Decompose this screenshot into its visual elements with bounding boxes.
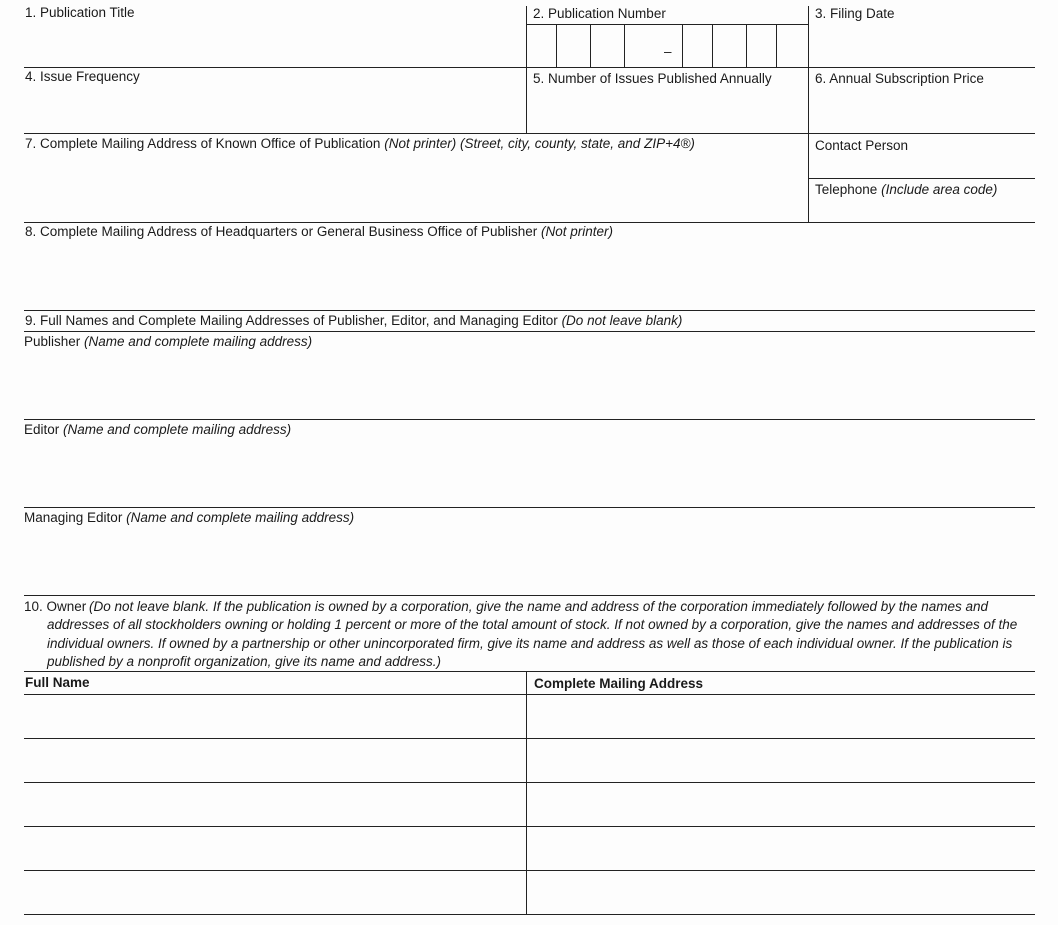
- owner-label: 10. Owner: [24, 599, 87, 614]
- owner-address-cell[interactable]: [528, 740, 1035, 781]
- table-row-rule: [24, 826, 1035, 827]
- managing-editor-note: (Name and complete mailing address): [126, 510, 355, 525]
- rule-managing-editor: [24, 595, 1035, 596]
- names-addresses-title: 9. Full Names and Complete Mailing Addresses of Publisher, Editor, and Managing Editor: [25, 313, 558, 328]
- headquarters-address-label: [25, 224, 613, 239]
- telephone-field[interactable]: [810, 200, 1035, 221]
- owner-address-cell[interactable]: [528, 872, 1035, 913]
- owner-full-name-cell[interactable]: [24, 828, 524, 869]
- publisher-label: [24, 334, 312, 349]
- publication-number-field[interactable]: [527, 25, 807, 67]
- rule-row-2: [24, 133, 1035, 134]
- rule-row-3: [24, 222, 1035, 223]
- headquarters-address-note: (Not printer): [541, 224, 614, 239]
- publication-title-field[interactable]: [24, 24, 524, 66]
- filing-date-label: 3. Filing Date: [815, 6, 895, 21]
- subscription-price-label: 6. Annual Subscription Price: [815, 71, 984, 86]
- names-addresses-note: (Do not leave blank): [561, 313, 683, 328]
- owner-address-cell[interactable]: [528, 828, 1035, 869]
- rule-row-4: [24, 310, 1035, 311]
- editor-field[interactable]: [24, 442, 1035, 506]
- managing-editor-field[interactable]: [24, 530, 1035, 594]
- publication-number-label: 2. Publication Number: [533, 6, 666, 21]
- mailing-address-header: Complete Mailing Address: [534, 676, 704, 691]
- headquarters-address-field[interactable]: [24, 244, 1035, 309]
- rule-row-1: [24, 67, 1035, 68]
- headquarters-address-title: 8. Complete Mailing Address of Headquarters or General Business Office of Publisher: [25, 224, 538, 239]
- table-header-rule: [24, 694, 1035, 695]
- publication-title-label: 1. Publication Title: [25, 5, 135, 20]
- issue-frequency-field[interactable]: [24, 88, 524, 132]
- publisher-title: Publisher: [24, 334, 81, 349]
- office-address-title: 7. Complete Mailing Address of Known Office of Publication: [25, 136, 381, 151]
- filing-date-field[interactable]: [810, 24, 1035, 66]
- contact-person-label: Contact Person: [815, 138, 909, 153]
- table-row-rule: [24, 870, 1035, 871]
- telephone-note: (Include area code): [881, 182, 998, 197]
- subscription-price-field[interactable]: [810, 90, 1035, 132]
- names-addresses-label: [25, 313, 682, 328]
- table-row-rule: [24, 782, 1035, 783]
- editor-note: (Name and complete mailing address): [63, 422, 292, 437]
- table-row-rule: [24, 914, 1035, 915]
- publication-number-dash: –: [664, 44, 672, 59]
- rule-publisher: [24, 419, 1035, 420]
- editor-label: [24, 422, 291, 437]
- divider-col-3: [808, 6, 809, 222]
- managing-editor-title: Managing Editor: [24, 510, 123, 525]
- rule-editor: [24, 507, 1035, 508]
- editor-title: Editor: [24, 422, 60, 437]
- issues-annually-field[interactable]: [527, 90, 807, 132]
- full-name-header: Full Name: [25, 675, 90, 690]
- owner-address-cell[interactable]: [528, 784, 1035, 825]
- issues-annually-label: 5. Number of Issues Published Annually: [533, 71, 772, 86]
- publisher-note: (Name and complete mailing address): [84, 334, 313, 349]
- office-address-note: (Not printer) (Street, city, county, state, and ZIP+4®): [384, 136, 695, 151]
- owner-address-cell[interactable]: [528, 696, 1035, 737]
- telephone-title: Telephone: [815, 182, 878, 197]
- owner-instructions: [24, 598, 1037, 671]
- owner-note: (Do not leave blank. If the publication is owned by a corporation, give the name and address of the corporation immediately followed by the names and addresses of all stockholders owning or holding 1 percent or more of the total amount of stock. If not owned by a corporation, give the names and addresses of the individual owners. If owned by a partnership or other unincorporated firm, give its name and address as well as those of each individual owner. If the publication is published by a nonprofit organization, give its name and address.): [47, 599, 1018, 669]
- owner-full-name-cell[interactable]: [24, 740, 524, 781]
- owner-full-name-cell[interactable]: [24, 872, 524, 913]
- publisher-field[interactable]: [24, 354, 1035, 418]
- office-address-label: [25, 136, 695, 151]
- office-address-field[interactable]: [24, 156, 806, 221]
- owner-full-name-cell[interactable]: [24, 784, 524, 825]
- rule-contact: [808, 178, 1035, 179]
- contact-person-field[interactable]: [810, 156, 1035, 177]
- rule-row-5: [24, 331, 1035, 332]
- managing-editor-label: [24, 510, 354, 525]
- telephone-label: [815, 182, 997, 197]
- table-column-divider: [526, 671, 527, 915]
- table-row-rule: [24, 738, 1035, 739]
- issue-frequency-label: 4. Issue Frequency: [25, 69, 140, 84]
- owner-full-name-cell[interactable]: [24, 696, 524, 737]
